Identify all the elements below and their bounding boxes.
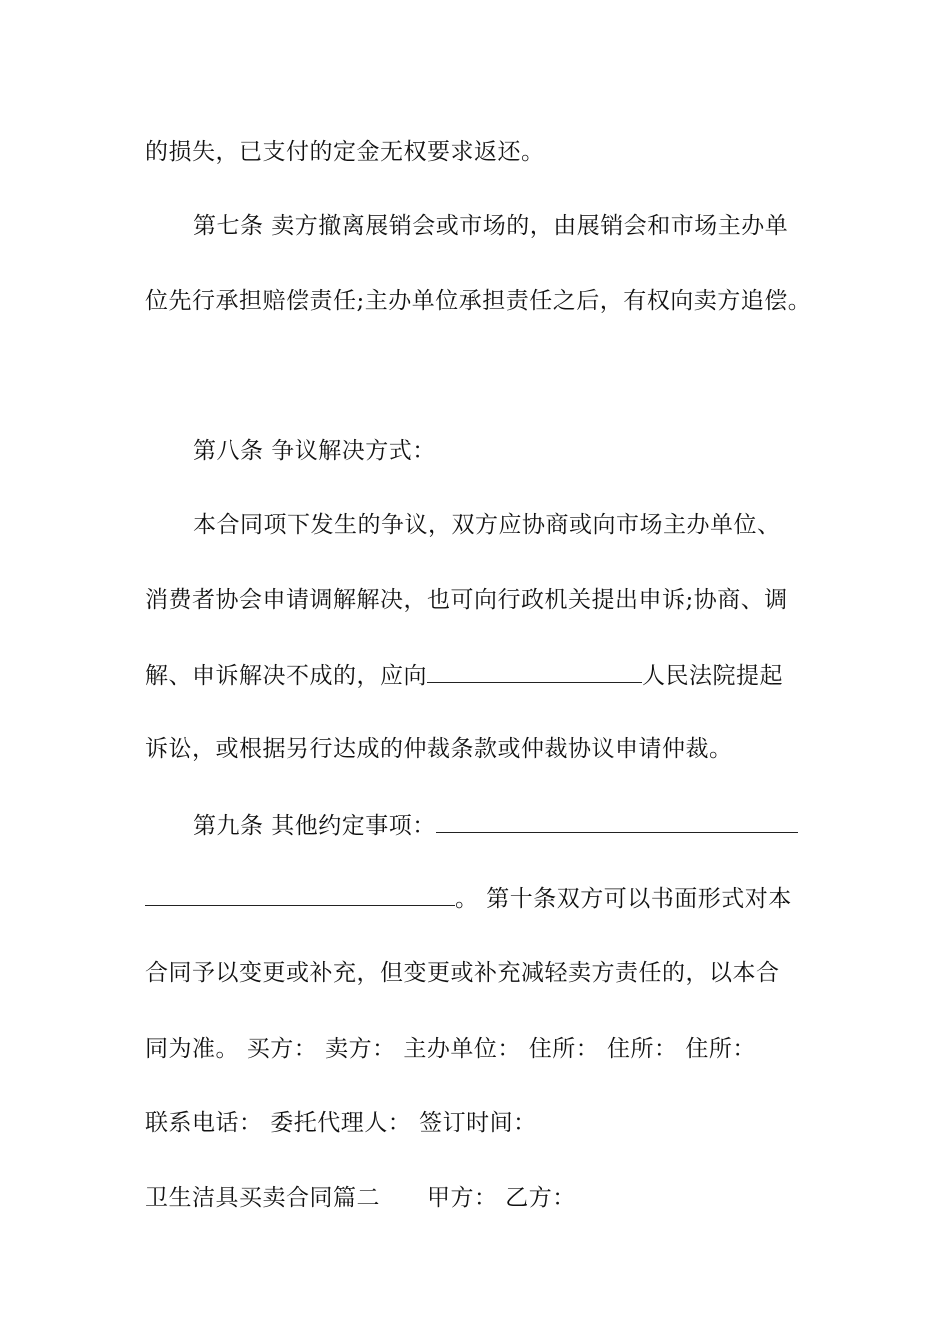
article-9-heading: 第九条 其他约定事项： <box>193 813 436 839</box>
paragraph-line-with-blank <box>145 660 825 691</box>
court-text-after: 人民法院提起 <box>642 663 783 689</box>
article-10-line <box>145 883 825 914</box>
other-matters-blank <box>436 810 798 833</box>
article-10-text: 。 第十条双方可以书面形式对本 <box>455 886 792 912</box>
paragraph-line: 位先行承担赔偿责任;主办单位承担责任之后，有权向卖方追偿。 <box>145 288 812 314</box>
paragraph-line: 合同予以变更或补充，但变更或补充减轻卖方责任的，以本合 <box>145 960 780 986</box>
article-8-heading: 第八条 争议解决方式： <box>193 438 436 464</box>
paragraph-line: 诉讼，或根据另行达成的仲裁条款或仲裁协议申请仲裁。 <box>145 736 733 762</box>
article-9-line <box>193 810 873 841</box>
other-matters-blank-continued <box>145 883 455 906</box>
section-two-heading: 卫生洁具买卖合同篇二 甲方： 乙方： <box>145 1185 576 1211</box>
paragraph-line: 消费者协会申请调解解决，也可向行政机关提出申诉;协商、调 <box>145 587 788 613</box>
signature-parties-line: 同为准。 买方： 卖方： 主办单位： 住所： 住所： 住所： <box>145 1036 756 1062</box>
article-7-heading-line: 第七条 卖方撤离展销会或市场的，由展销会和市场主办单 <box>193 213 789 239</box>
court-text-before: 解、申诉解决不成的，应向 <box>145 663 427 689</box>
court-name-blank <box>427 660 642 683</box>
contact-line: 联系电话： 委托代理人： 签订时间： <box>145 1110 537 1136</box>
paragraph-line: 的损失，已支付的定金无权要求返还。 <box>145 139 545 165</box>
paragraph-line: 本合同项下发生的争议，双方应协商或向市场主办单位、 <box>193 512 781 538</box>
